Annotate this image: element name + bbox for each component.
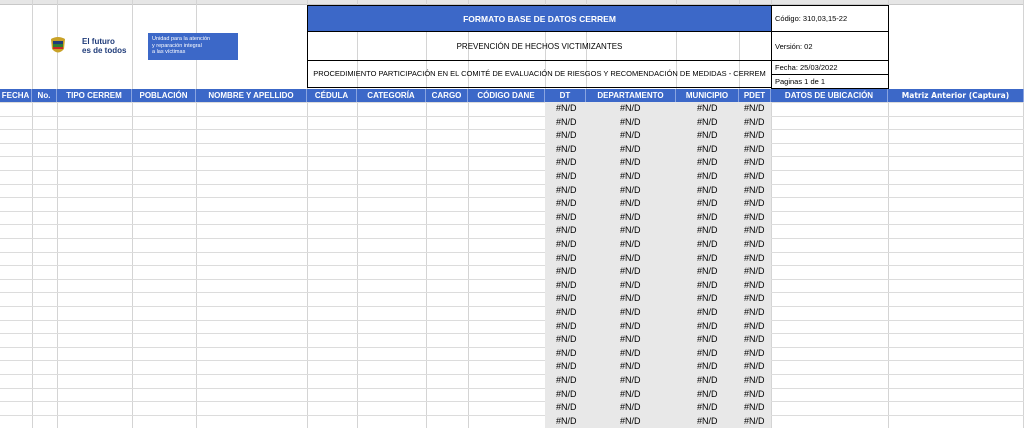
cell-dt[interactable]: #N/D	[556, 157, 577, 167]
col-header-departamento[interactable]: DEPARTAMENTO	[586, 89, 676, 102]
grid-row-line	[0, 401, 1024, 402]
cell-departamento[interactable]: #N/D	[620, 402, 641, 412]
cell-dt[interactable]: #N/D	[556, 375, 577, 385]
version-cell[interactable]: Versión: 02	[771, 31, 889, 61]
cell-departamento[interactable]: #N/D	[620, 130, 641, 140]
col-header-datos-ubicacion[interactable]: DATOS DE UBICACIÓN	[771, 89, 888, 102]
cell-pdet[interactable]: #N/D	[744, 225, 765, 235]
col-header-dt[interactable]: DT	[545, 89, 586, 102]
col-header-cedula[interactable]: CÉDULA	[307, 89, 357, 102]
cell-pdet[interactable]: #N/D	[744, 185, 765, 195]
grid-row-line	[0, 238, 1024, 239]
grid-row-line	[0, 292, 1024, 293]
grid-row-line	[0, 306, 1024, 307]
cell-departamento[interactable]: #N/D	[620, 307, 641, 317]
cell-pdet[interactable]: #N/D	[744, 130, 765, 140]
cell-municipio[interactable]: #N/D	[697, 130, 718, 140]
col-header-poblacion[interactable]: POBLACIÓN	[132, 89, 196, 102]
col-header-pdet[interactable]: PDET	[739, 89, 771, 102]
grid-row-line	[0, 129, 1024, 130]
cell-dt[interactable]: #N/D	[556, 266, 577, 276]
logo-line-2: es de todos	[82, 46, 127, 55]
cell-dt[interactable]: #N/D	[556, 212, 577, 222]
cell-municipio[interactable]: #N/D	[697, 117, 718, 127]
cell-municipio[interactable]: #N/D	[697, 402, 718, 412]
col-header-nombre[interactable]: NOMBRE Y APELLIDO	[196, 89, 307, 102]
entity-logo	[44, 33, 238, 60]
code-cell[interactable]: Código: 310,03,15-22	[771, 5, 889, 32]
grid-row-line	[0, 374, 1024, 375]
grid-row-line	[0, 415, 1024, 416]
cell-pdet[interactable]: #N/D	[744, 361, 765, 371]
cell-pdet[interactable]: #N/D	[744, 253, 765, 263]
cell-pdet[interactable]: #N/D	[744, 293, 765, 303]
col-header-codigo-dane[interactable]: CÓDIGO DANE	[468, 89, 545, 102]
unit-logo-box	[148, 33, 238, 60]
cell-dt[interactable]: #N/D	[556, 321, 577, 331]
cell-dt[interactable]: #N/D	[556, 185, 577, 195]
col-header-tipo-cerrem[interactable]: TIPO CERREM	[57, 89, 132, 102]
colombia-crest-icon	[47, 35, 69, 57]
cell-dt[interactable]: #N/D	[556, 402, 577, 412]
grid-line	[57, 0, 58, 428]
cell-pdet[interactable]: #N/D	[744, 198, 765, 208]
cell-municipio[interactable]: #N/D	[697, 321, 718, 331]
cell-departamento[interactable]: #N/D	[620, 225, 641, 235]
grid-row-line	[0, 320, 1024, 321]
cell-departamento[interactable]: #N/D	[620, 266, 641, 276]
cell-dt[interactable]: #N/D	[556, 144, 577, 154]
grid-row-line	[0, 211, 1024, 212]
cell-municipio[interactable]: #N/D	[697, 416, 718, 426]
cell-municipio[interactable]: #N/D	[697, 293, 718, 303]
grid-row-line	[0, 156, 1024, 157]
grid-row-line	[0, 102, 1024, 103]
cell-dt[interactable]: #N/D	[556, 198, 577, 208]
grid-line	[132, 0, 133, 428]
cell-dt[interactable]: #N/D	[556, 389, 577, 399]
cell-municipio[interactable]: #N/D	[697, 375, 718, 385]
cell-dt[interactable]: #N/D	[556, 280, 577, 290]
grid-row-line	[0, 116, 1024, 117]
cell-departamento[interactable]: #N/D	[620, 198, 641, 208]
grid-line	[32, 0, 33, 428]
date-cell[interactable]: Fecha: 25/03/2022	[771, 60, 889, 75]
grid-row-line	[0, 252, 1024, 253]
cell-pdet[interactable]: #N/D	[744, 144, 765, 154]
cell-municipio[interactable]: #N/D	[697, 185, 718, 195]
logo-slogan	[82, 37, 126, 55]
cell-dt[interactable]: #N/D	[556, 334, 577, 344]
grid-row-line	[0, 197, 1024, 198]
grid-row-line	[0, 333, 1024, 334]
col-header-cargo[interactable]: CARGO	[426, 89, 468, 102]
cell-departamento[interactable]: #N/D	[620, 280, 641, 290]
cell-dt[interactable]: #N/D	[556, 117, 577, 127]
grid-row-line	[0, 224, 1024, 225]
cell-departamento[interactable]: #N/D	[620, 157, 641, 167]
cell-pdet[interactable]: #N/D	[744, 280, 765, 290]
cell-departamento[interactable]: #N/D	[620, 416, 641, 426]
cell-departamento[interactable]: #N/D	[620, 389, 641, 399]
cell-municipio[interactable]: #N/D	[697, 361, 718, 371]
cell-pdet[interactable]: #N/D	[744, 416, 765, 426]
cell-dt[interactable]: #N/D	[556, 239, 577, 249]
cell-departamento[interactable]: #N/D	[620, 239, 641, 249]
cell-dt[interactable]: #N/D	[556, 171, 577, 181]
cell-municipio[interactable]: #N/D	[697, 212, 718, 222]
cell-dt[interactable]: #N/D	[556, 253, 577, 263]
grid-row-line	[0, 170, 1024, 171]
lookup-columns-fill	[545, 102, 771, 428]
unit-line-2: y reparación integral	[152, 42, 202, 49]
cell-pdet[interactable]: #N/D	[744, 157, 765, 167]
pages-cell[interactable]: Paginas 1 de 1	[771, 74, 889, 89]
cell-dt[interactable]: #N/D	[556, 103, 577, 113]
grid-row-line	[0, 388, 1024, 389]
cell-dt[interactable]: #N/D	[556, 348, 577, 358]
cell-dt[interactable]: #N/D	[556, 416, 577, 426]
cell-municipio[interactable]: #N/D	[697, 198, 718, 208]
cell-pdet[interactable]: #N/D	[744, 321, 765, 331]
cell-departamento[interactable]: #N/D	[620, 253, 641, 263]
cell-departamento[interactable]: #N/D	[620, 117, 641, 127]
cell-departamento[interactable]: #N/D	[620, 348, 641, 358]
cell-departamento[interactable]: #N/D	[620, 321, 641, 331]
cell-departamento[interactable]: #N/D	[620, 334, 641, 344]
cell-dt[interactable]: #N/D	[556, 225, 577, 235]
cell-pdet[interactable]: #N/D	[744, 171, 765, 181]
cell-pdet[interactable]: #N/D	[744, 239, 765, 249]
cell-pdet[interactable]: #N/D	[744, 117, 765, 127]
col-header-no[interactable]: No.	[32, 89, 57, 102]
cell-departamento[interactable]: #N/D	[620, 103, 641, 113]
col-header-categoria[interactable]: CATEGORÍA	[357, 89, 426, 102]
cell-dt[interactable]: #N/D	[556, 307, 577, 317]
col-header-municipio[interactable]: MUNICIPIO	[676, 89, 739, 102]
col-header-fecha[interactable]: FECHA	[0, 89, 32, 102]
cell-municipio[interactable]: #N/D	[697, 307, 718, 317]
cell-pdet[interactable]: #N/D	[744, 402, 765, 412]
cell-departamento[interactable]: #N/D	[620, 375, 641, 385]
grid-row-line	[0, 279, 1024, 280]
grid-row-line	[0, 184, 1024, 185]
cell-municipio[interactable]: #N/D	[697, 266, 718, 276]
cell-departamento[interactable]: #N/D	[620, 185, 641, 195]
unit-line-3: a las víctimas	[152, 49, 186, 55]
cell-departamento[interactable]: #N/D	[620, 171, 641, 181]
cell-municipio[interactable]: #N/D	[697, 171, 718, 181]
form-subtitle-cell[interactable]: PREVENCIÓN DE HECHOS VICTIMIZANTES	[307, 31, 772, 61]
cell-municipio[interactable]: #N/D	[697, 144, 718, 154]
cell-pdet[interactable]: #N/D	[744, 266, 765, 276]
cell-municipio[interactable]: #N/D	[697, 103, 718, 113]
cell-pdet[interactable]: #N/D	[744, 389, 765, 399]
cell-municipio[interactable]: #N/D	[697, 389, 718, 399]
cell-dt[interactable]: #N/D	[556, 293, 577, 303]
cell-municipio[interactable]: #N/D	[697, 239, 718, 249]
cell-municipio[interactable]: #N/D	[697, 348, 718, 358]
cell-pdet[interactable]: #N/D	[744, 103, 765, 113]
cell-pdet[interactable]: #N/D	[744, 334, 765, 344]
cell-pdet[interactable]: #N/D	[744, 375, 765, 385]
cell-departamento[interactable]: #N/D	[620, 293, 641, 303]
grid-row-line	[0, 347, 1024, 348]
cell-pdet[interactable]: #N/D	[744, 348, 765, 358]
logo-line-1: El futuro	[82, 37, 115, 46]
cell-pdet[interactable]: #N/D	[744, 212, 765, 222]
unit-line-1: Unidad para la atención	[152, 36, 211, 42]
cell-municipio[interactable]: #N/D	[697, 334, 718, 344]
procedure-cell[interactable]: PROCEDIMIENTO PARTICIPACIÓN EN EL COMITÉ DE EVALUACIÓN DE RIESGOS Y RECOMENDACIÓN DE MEDIDAS - CERREM	[307, 60, 772, 88]
grid-row-line	[0, 265, 1024, 266]
cell-municipio[interactable]: #N/D	[697, 253, 718, 263]
col-header-matriz-anterior[interactable]: Matriz Anterior (Captura)	[888, 89, 1024, 102]
grid-line	[196, 0, 197, 428]
grid-row-line	[0, 360, 1024, 361]
cell-departamento[interactable]: #N/D	[620, 212, 641, 222]
cell-departamento[interactable]: #N/D	[620, 361, 641, 371]
cell-pdet[interactable]: #N/D	[744, 307, 765, 317]
grid-row-line	[0, 143, 1024, 144]
cell-departamento[interactable]: #N/D	[620, 144, 641, 154]
cell-municipio[interactable]: #N/D	[697, 280, 718, 290]
cell-municipio[interactable]: #N/D	[697, 157, 718, 167]
cell-dt[interactable]: #N/D	[556, 361, 577, 371]
cell-dt[interactable]: #N/D	[556, 130, 577, 140]
form-title-cell[interactable]: FORMATO BASE DE DATOS CERREM	[307, 5, 772, 32]
cell-municipio[interactable]: #N/D	[697, 225, 718, 235]
